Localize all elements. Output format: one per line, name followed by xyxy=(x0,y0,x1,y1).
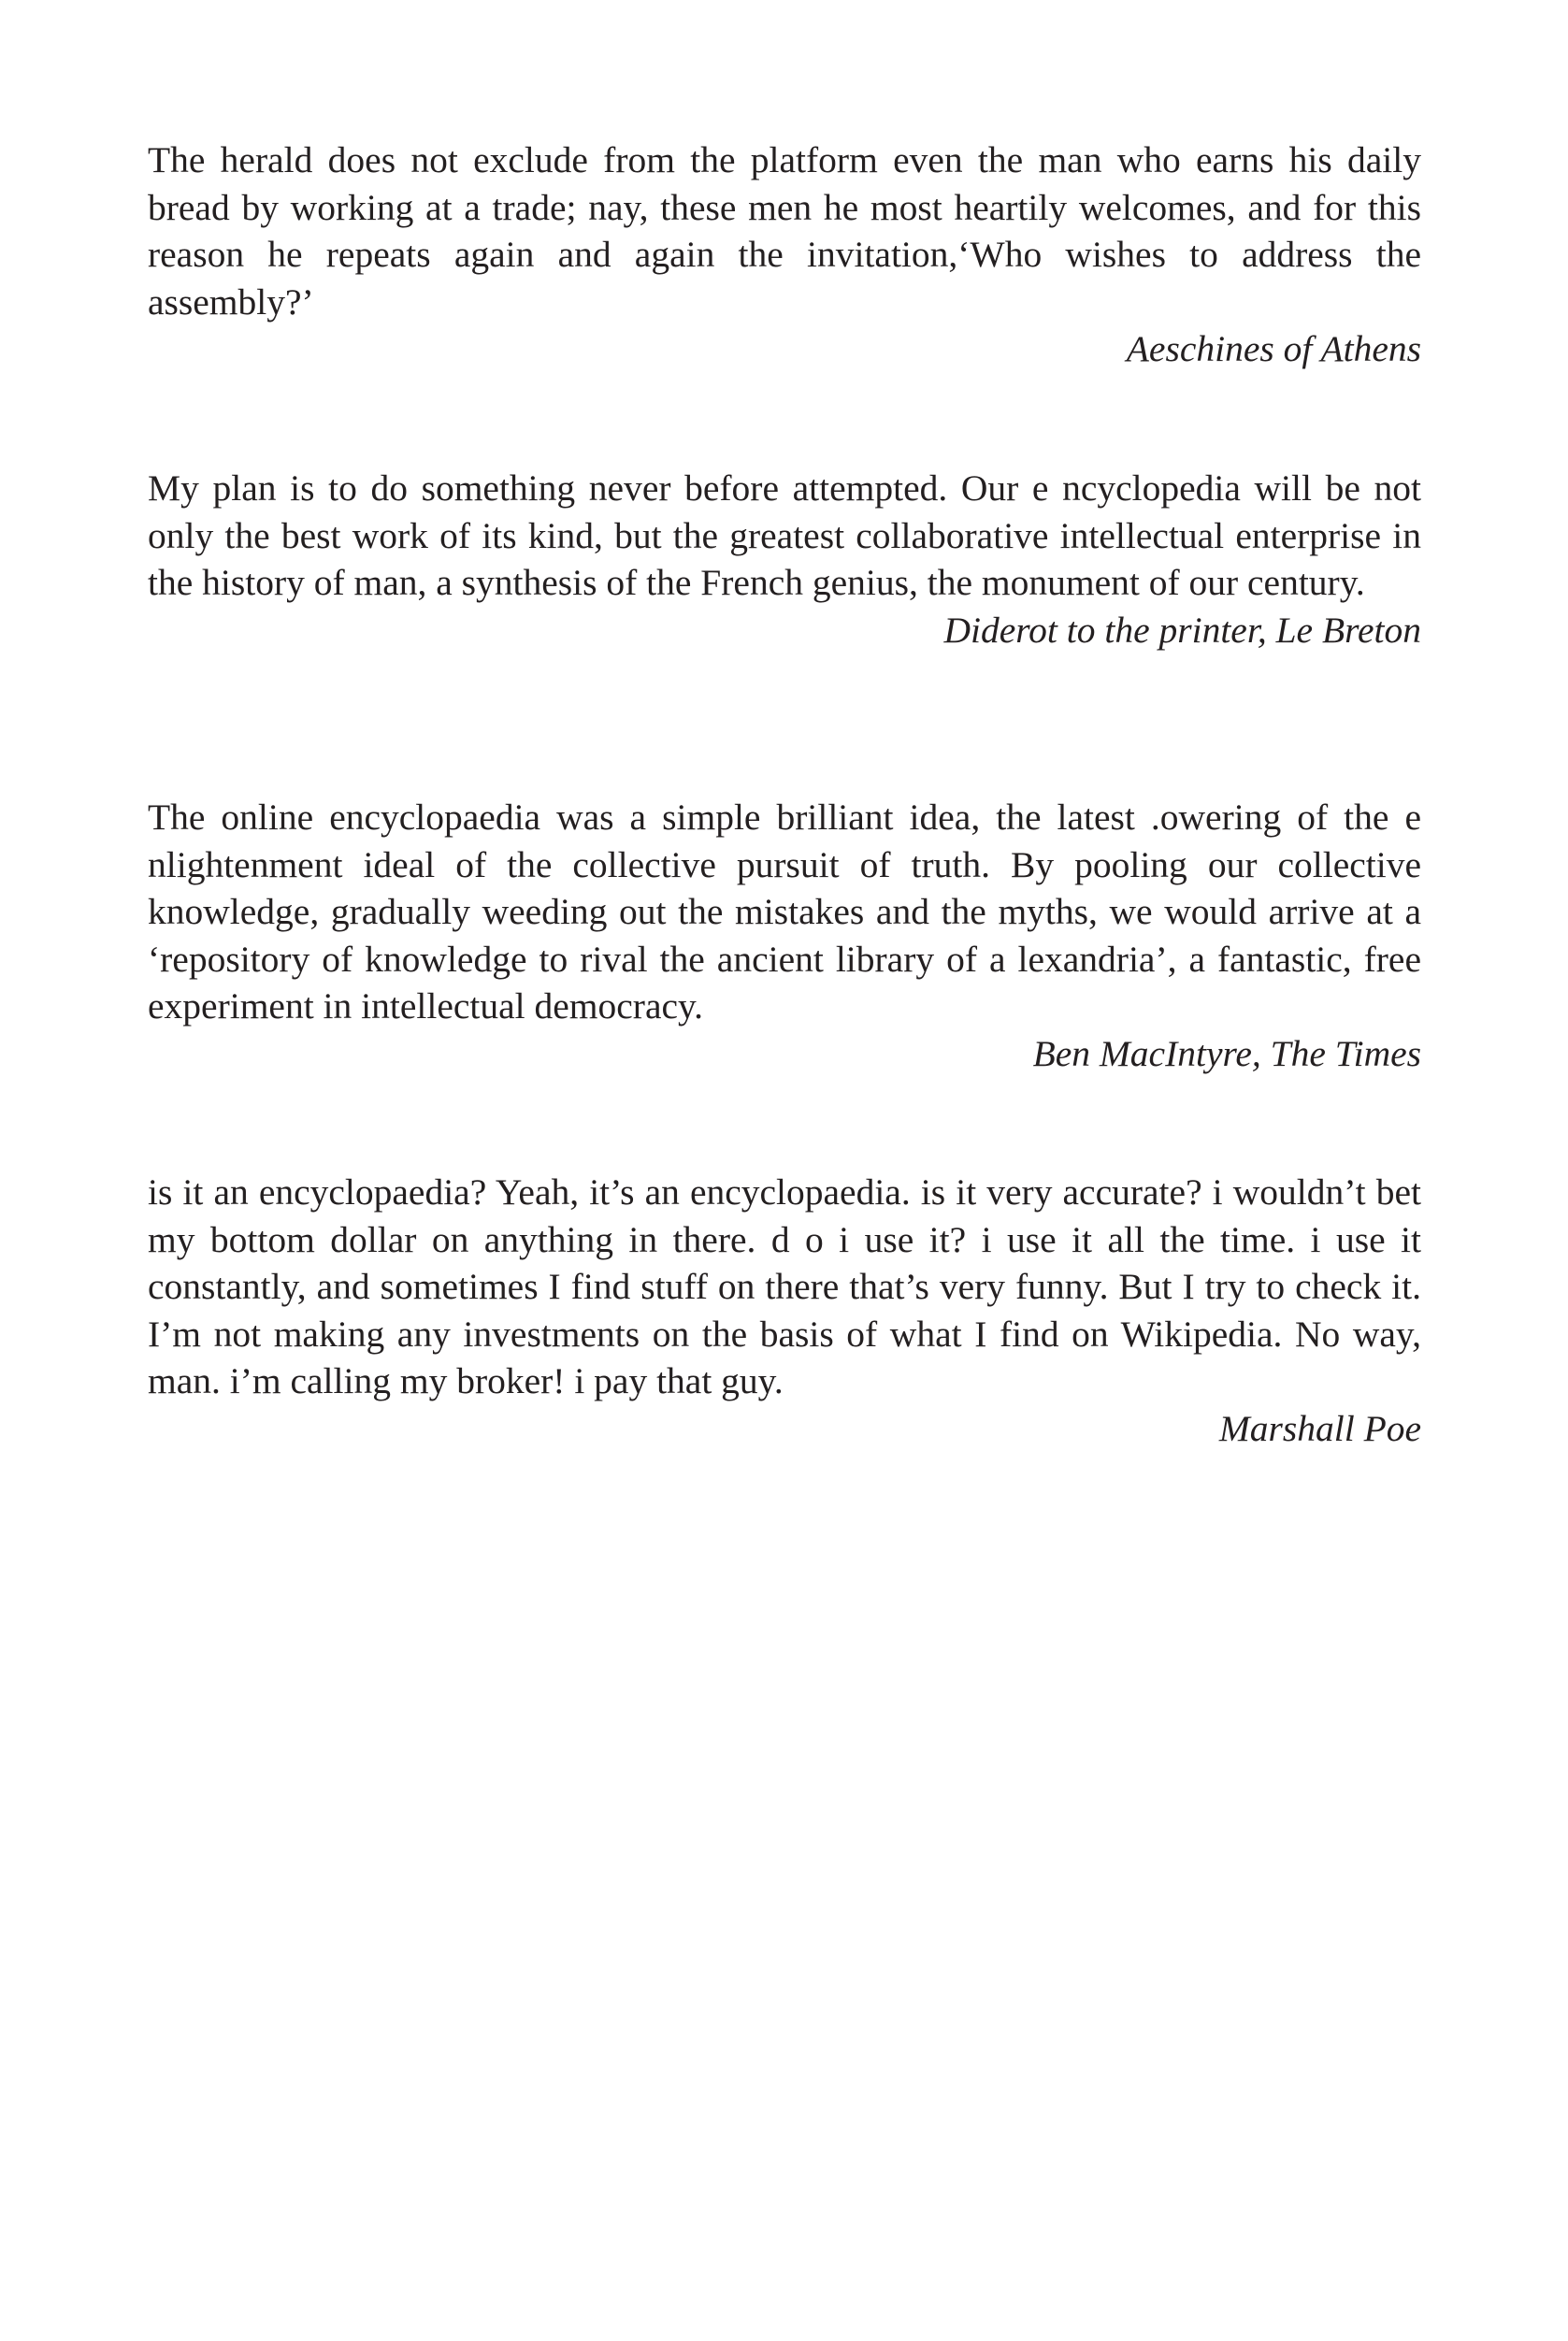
epigraph-attribution: Ben MacIntyre, The Times xyxy=(1032,1032,1421,1074)
epigraph-attribution: Marshall Poe xyxy=(1218,1407,1421,1449)
epigraph-attribution: Diderot to the printer, Le Breton xyxy=(943,609,1421,651)
epigraph-macintyre xyxy=(148,794,1421,1077)
epigraph-poe xyxy=(148,1169,1421,1452)
epigraph-quote: My plan is to do something never before attempted. Our e ncyclopedia will be not only the best work of its kind, but the greatest collaborative intellectual enterprise in the history of man, a synthesis of the French genius, the monument of our century. xyxy=(148,467,1421,603)
epigraph-diderot xyxy=(148,465,1421,653)
epigraph-quote: The online encyclopaedia was a simple brilliant idea, the latest .owering of the e nlightenment ideal of the collective pursuit of truth. By pooling our collective knowledge, gradually weeding out the mistakes and the myths, we would arrive at a ‘repository of knowledge to rival the ancient library of a lexandria’, a fantastic, free experiment in intellectual democracy. xyxy=(148,797,1421,1027)
epigraph-aeschines xyxy=(148,136,1421,373)
epigraph-quote: is it an encyclopaedia? Yeah, it’s an encyclopaedia. is it very accurate? i wouldn’t bet my bottom dollar on anything in there. d o i use it? i use it all the time. i use it constantly, and sometimes I find stuff on there that’s very funny. But I try to check it. I’m not making any investments on the basis of what I find on Wikipedia. No way, man. i’m calling my broker! i pay that guy. xyxy=(148,1171,1421,1401)
epigraph-quote: The herald does not exclude from the platform even the man who earns his daily bread by working at a trade; nay, these men he most heartily welcomes, and for this reason he repeats again and again the invitation,‘Who wishes to address the assembly?’ xyxy=(148,139,1421,323)
epigraph-attribution: Aeschines of Athens xyxy=(1126,328,1421,369)
